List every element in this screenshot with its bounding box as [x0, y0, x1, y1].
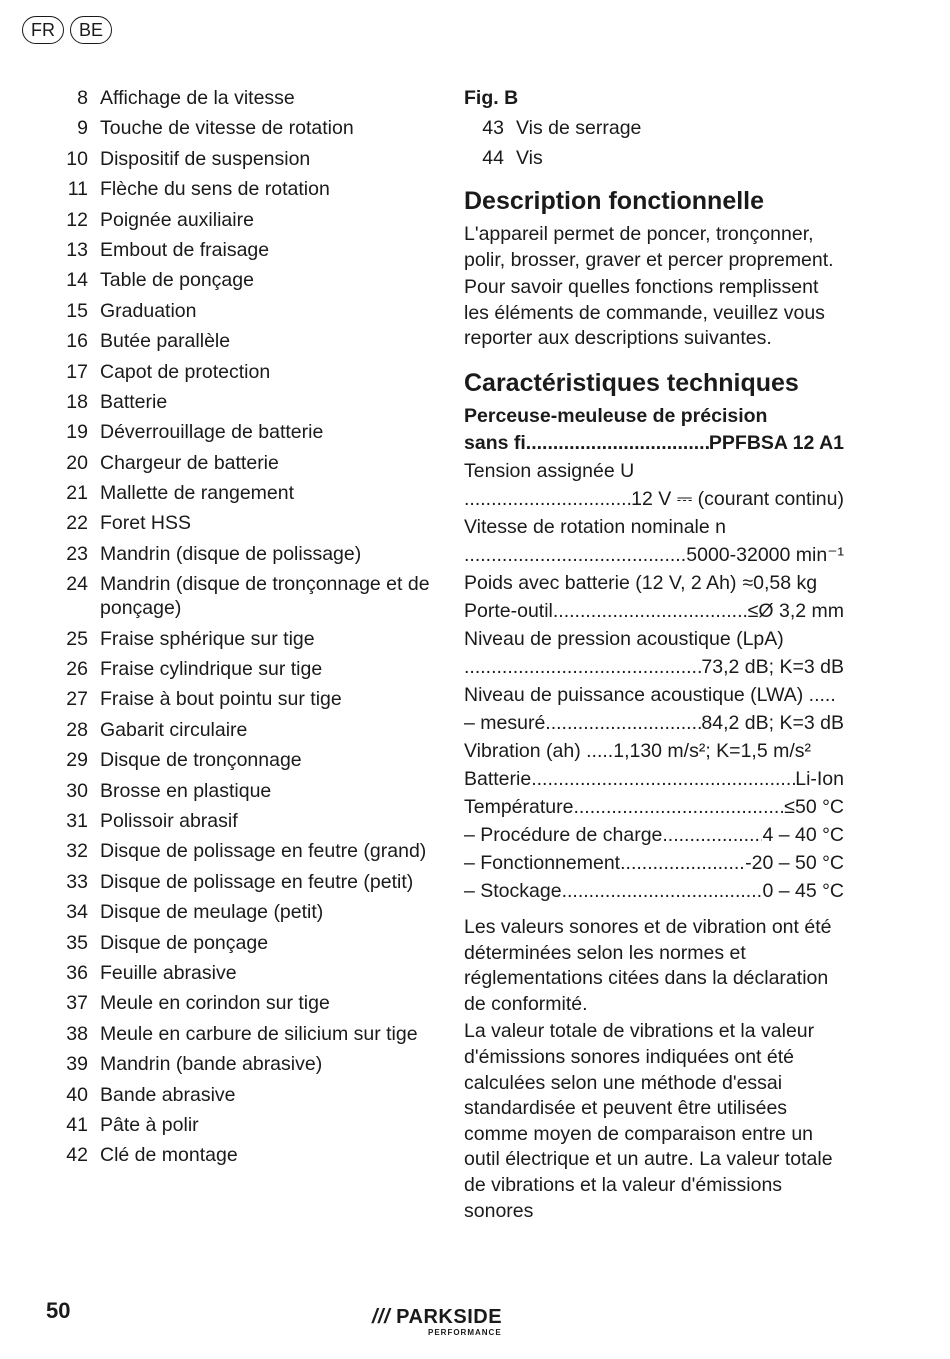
item-number: 30 [66, 779, 88, 802]
list-item [52, 900, 432, 924]
item-number: 28 [66, 718, 88, 741]
list-item [52, 1083, 432, 1107]
item-label: Mandrin (disque de polissage) [100, 542, 362, 565]
brand-subline: PERFORMANCE [428, 1328, 502, 1337]
list-item [52, 1022, 432, 1046]
item-number: 37 [66, 992, 88, 1015]
item-label: Mallette de rangement [100, 482, 295, 505]
list-item [52, 870, 432, 894]
item-number: 18 [66, 390, 88, 413]
item-label: Disque de polissage en feutre (petit) [100, 870, 414, 893]
list-item [52, 86, 432, 110]
item-number: 16 [66, 330, 88, 353]
item-label: Chargeur de batterie [100, 451, 279, 474]
item-label: Embout de fraisage [100, 238, 270, 261]
spec-label: Batterie [464, 767, 532, 790]
language-badge-be: BE [70, 16, 112, 44]
item-number: 19 [66, 421, 88, 444]
dot-leader [662, 821, 762, 849]
list-item [52, 931, 432, 955]
specs-heading: Caractéristiques techniques [464, 368, 799, 397]
item-label: Fraise cylindrique sur tige [100, 658, 323, 681]
item-number: 8 [77, 87, 88, 109]
brand-name: PARKSIDE [396, 1306, 503, 1328]
item-label: Déverrouillage de batterie [100, 421, 324, 444]
list-item [52, 657, 432, 681]
spec-label: Vibration (ah) ..... [464, 739, 614, 762]
item-number: 40 [66, 1083, 88, 1106]
list-item [52, 360, 432, 384]
dot-leader [526, 429, 709, 457]
spec-value: 4 – 40 °C [762, 823, 844, 846]
parts-list [52, 86, 432, 1174]
list-item [52, 687, 432, 711]
item-label: Disque de meulage (petit) [100, 901, 324, 924]
item-label: Foret HSS [100, 512, 192, 535]
spec-value: ≤Ø 3,2 mm [747, 599, 844, 622]
page-number: 50 [46, 1298, 71, 1323]
list-item [52, 542, 432, 566]
item-label: Batterie [100, 390, 168, 413]
spec-row-battery [464, 765, 844, 793]
description-heading: Description fonctionnelle [464, 187, 765, 215]
item-label: Butée parallèle [100, 330, 231, 353]
list-item [52, 481, 432, 505]
spec-row-weight [464, 569, 844, 597]
item-label: Vis [516, 147, 543, 169]
spec-label: – Fonctionnement [464, 851, 621, 874]
item-label: Fraise à bout pointu sur tige [100, 688, 342, 711]
spec-label-speed: Vitesse de rotation nominale n [464, 515, 726, 538]
spec-value: 1,130 m/s²; K=1,5 m/s² [613, 739, 811, 762]
item-number: 20 [66, 451, 88, 474]
item-label: Vis de serrage [516, 117, 642, 139]
list-item [52, 238, 432, 262]
dot-leader [620, 849, 745, 877]
list-item [52, 268, 432, 292]
spec-label: Porte-outil [464, 599, 553, 622]
right-column [464, 86, 844, 1226]
list-item [52, 718, 432, 742]
item-number: 23 [66, 542, 88, 565]
dot-leader [573, 793, 784, 821]
spec-value: 73,2 dB; K=3 dB [701, 655, 844, 678]
item-label: Poignée auxiliaire [100, 208, 254, 231]
item-label: Clé de montage [100, 1144, 238, 1167]
item-number: 10 [66, 147, 88, 170]
item-number: 21 [66, 482, 88, 505]
item-label: Table de ponçage [100, 269, 254, 292]
item-number: 14 [66, 269, 88, 292]
item-label: Meule en carbure de silicium sur tige [100, 1022, 418, 1045]
list-item [52, 809, 432, 833]
parkside-logo [372, 1306, 522, 1337]
item-number: 44 [482, 147, 504, 169]
item-label: Touche de vitesse de rotation [100, 117, 354, 140]
item-number: 17 [66, 360, 88, 383]
list-item [52, 116, 432, 140]
item-number: 25 [66, 627, 88, 650]
item-number: 9 [77, 117, 88, 140]
item-number: 43 [482, 117, 504, 139]
spec-label: – Procédure de charge [464, 823, 663, 846]
item-number: 26 [66, 658, 88, 681]
spec-label: – mesuré [464, 711, 546, 734]
language-badge-fr: FR [22, 16, 64, 44]
list-item [52, 627, 432, 651]
list-item [52, 390, 432, 414]
dot-leader [464, 541, 686, 569]
item-number: 39 [66, 1053, 88, 1076]
item-label: Capot de protection [100, 360, 271, 383]
product-model: PPFBSA 12 A1 [708, 431, 844, 454]
notes-paragraph-2: La valeur totale de vibrations et la valeur d'émissions sonores indiquées ont été calculées selon une méthode d'essai standardisée et peuvent être utilisées comme moyen de comparaison entre un outil électrique et un autre. La valeur totale de vibrations et la valeur d'émissions sonores [464, 1020, 833, 1222]
item-number: 38 [66, 1022, 88, 1045]
item-number: 13 [66, 238, 88, 261]
list-item [52, 511, 432, 535]
product-label: sans fi [464, 431, 526, 454]
item-number: 33 [66, 870, 88, 893]
item-number: 27 [66, 688, 88, 711]
item-label: Disque de tronçonnage [100, 749, 302, 772]
item-label: Dispositif de suspension [100, 147, 311, 170]
spec-label-power: Niveau de puissance acoustique (LWA) ..... [464, 683, 836, 706]
spec-row-vibration [464, 737, 844, 765]
item-number: 41 [66, 1113, 88, 1136]
brand-stripes-icon: /// [372, 1306, 391, 1328]
list-item [52, 1052, 432, 1076]
item-label: Fraise sphérique sur tige [100, 627, 315, 650]
list-item [52, 420, 432, 444]
item-number: 12 [66, 208, 88, 231]
spec-row-pressure [464, 653, 844, 681]
description-paragraph-1: L'appareil permet de poncer, tronçonner, polir, brosser, graver et percer proprement. [464, 223, 834, 271]
item-label: Mandrin (bande abrasive) [100, 1053, 323, 1076]
spec-row-operation [464, 849, 844, 877]
spec-value: 0 – 45 °C [762, 879, 844, 902]
spec-row-tension [464, 485, 844, 513]
dot-leader [464, 485, 631, 513]
spec-value: Li-Ion [795, 767, 844, 790]
spec-value: ≤50 °C [784, 795, 844, 818]
item-label: Bande abrasive [100, 1083, 236, 1106]
fig-b-title: Fig. B [464, 87, 519, 109]
list-item [52, 208, 432, 232]
spec-value: ≈0,58 kg [742, 571, 818, 594]
spec-row-measured [464, 709, 844, 737]
item-label: Meule en corindon sur tige [100, 992, 330, 1015]
spec-value: 12 V ⎓ (courant continu) [631, 487, 844, 510]
item-label: Disque de ponçage [100, 931, 269, 954]
spec-label: Poids avec batterie (12 V, 2 Ah) [464, 571, 737, 594]
item-number: 24 [66, 573, 88, 596]
spec-row-speed [464, 541, 844, 569]
spec-label-pressure: Niveau de pression acoustique (LpA) [464, 627, 784, 650]
spec-row-charge [464, 821, 844, 849]
item-number: 36 [66, 961, 88, 984]
list-item [52, 779, 432, 803]
list-item [52, 961, 432, 985]
description-paragraph-2: Pour savoir quelles fonctions remplissent les éléments de commande, veuillez vous reporter aux descriptions suivantes. [464, 276, 825, 350]
spec-label-tension: Tension assignée U [464, 459, 635, 482]
spec-row-tool [464, 597, 844, 625]
brand-wordmark [372, 1306, 522, 1328]
item-label: Feuille abrasive [100, 961, 237, 984]
dot-leader [562, 877, 763, 905]
item-label: Disque de polissage en feutre (grand) [100, 840, 427, 863]
item-number: 32 [66, 840, 88, 863]
list-item [52, 839, 432, 863]
spec-value: 5000-32000 min⁻¹ [686, 543, 844, 566]
list-item [52, 147, 432, 171]
list-item [52, 299, 432, 323]
spec-value: -20 – 50 °C [745, 851, 844, 874]
dot-leader [531, 765, 795, 793]
spec-row-storage [464, 877, 844, 905]
list-item [52, 177, 432, 201]
language-badges [22, 16, 112, 44]
spacer [464, 905, 844, 915]
item-label: Pâte à polir [100, 1113, 199, 1136]
list-item [52, 572, 432, 620]
spec-label: – Stockage [464, 879, 562, 902]
item-label: Mandrin (disque de tronçonnage et de ponçage) [100, 573, 430, 620]
item-label: Graduation [100, 299, 197, 322]
item-label: Brosse en plastique [100, 779, 272, 802]
item-number: 34 [66, 901, 88, 924]
item-number: 11 [67, 178, 88, 201]
spec-value: 84,2 dB; K=3 dB [701, 711, 844, 734]
item-label: Flèche du sens de rotation [100, 178, 330, 201]
spec-row-temperature [464, 793, 844, 821]
item-number: 31 [66, 809, 88, 832]
item-label: Polissoir abrasif [100, 809, 238, 832]
dot-leader [553, 597, 748, 625]
list-item [52, 991, 432, 1015]
dot-leader [464, 653, 701, 681]
dot-leader [545, 709, 701, 737]
product-model-row [464, 429, 844, 457]
item-number: 35 [66, 931, 88, 954]
item-number: 15 [66, 299, 88, 322]
item-label: Gabarit circulaire [100, 718, 248, 741]
product-name: Perceuse-meuleuse de précision [464, 404, 768, 427]
item-label: Affichage de la vitesse [100, 87, 295, 109]
list-item [464, 146, 844, 170]
list-item [52, 1113, 432, 1137]
notes-paragraph-1: Les valeurs sonores et de vibration ont été déterminées selon les normes et réglementations citées dans la déclaration de conformité. [464, 915, 832, 1015]
item-number: 29 [66, 749, 88, 772]
list-item [52, 748, 432, 772]
list-item [464, 116, 844, 140]
item-number: 42 [66, 1144, 88, 1167]
list-item [52, 451, 432, 475]
spec-label: Température [464, 795, 574, 818]
item-number: 22 [66, 512, 88, 535]
list-item [52, 329, 432, 353]
list-item [52, 1143, 432, 1167]
